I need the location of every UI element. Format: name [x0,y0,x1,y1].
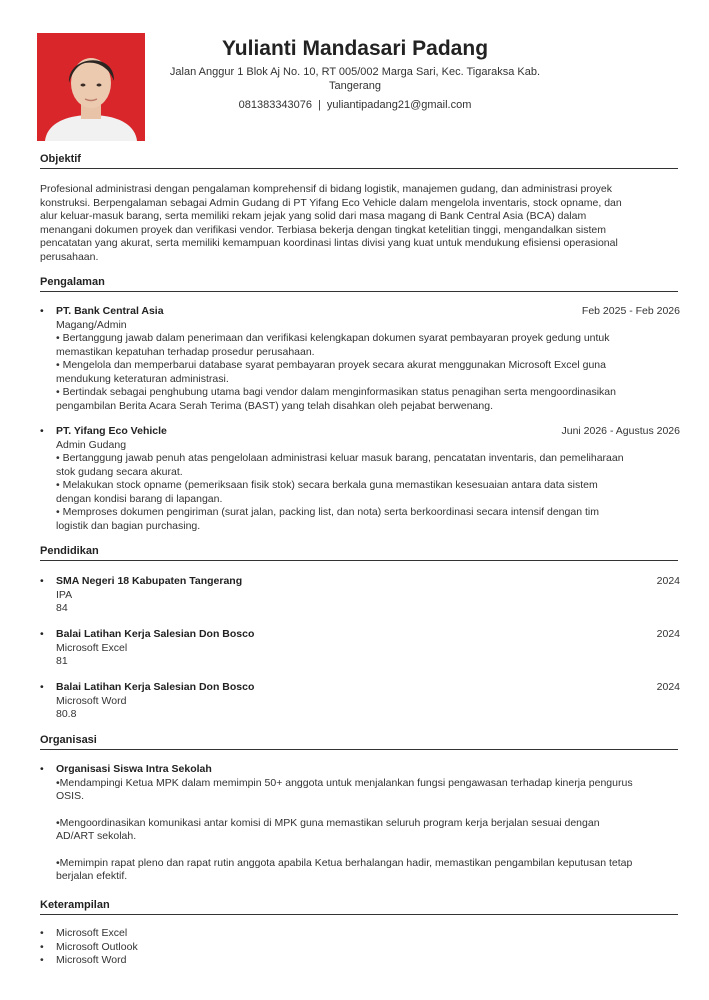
organization-line: AD/ART sekolah. [56,830,137,842]
objektif-line: pencatatan yang akurat, serta memiliki kemampuan koordinasi lintas divisi yang kuat untuk mendukung efisiensi operasional [40,237,618,249]
section-title-keterampilan: Keterampilan [40,899,678,915]
experience-line: • Memproses dokumen pengiriman (surat jalan, packing list, dan nota) serta berkoordinasi secara intensif dengan tim [56,506,599,518]
education-score: 81 [56,655,68,667]
education-field: IPA [56,588,73,601]
objektif-line: perusahaan. [40,250,99,263]
organization-name: • Organisasi Siswa Intra Sekolah [40,763,212,777]
education-year: 2024 [656,575,680,587]
education-field: Microsoft Word [56,694,127,707]
education-school: • Balai Latihan Kerja Salesian Don Bosco [40,628,254,642]
organization-line: OSIS. [56,790,85,802]
education-item [40,575,680,616]
experience-role: Admin Gudang [56,438,127,451]
education-item [40,628,680,669]
objektif-line: konstruksi. Berpengalaman sebagai Admin Gudang di PT Yifang Eco Vehicle dalam mengelola inventaris, stock opname, dan [40,196,622,209]
contact-separator: | [318,99,321,111]
experience-line: • Bertindak sebagai penghubung utama bagi vendor dalam menginformasikan status penagihan serta mengoordinasikan [56,386,616,398]
section-title-pengalaman: Pengalaman [40,276,678,292]
education-year: 2024 [656,628,680,640]
skill-item: • Microsoft Outlook [40,941,138,955]
education-school: • SMA Negeri 18 Kabupaten Tangerang [40,575,242,589]
objektif-text [40,183,680,264]
experience-line: pengambilan Berita Acara Serah Terima (BAST) yang telah disahkan oleh pejabat berwenang. [56,399,493,412]
skills-list [40,927,138,968]
profile-photo-image [37,33,145,141]
experience-date: Juni 2026 - Agustus 2026 [561,425,680,437]
experience-item-bca [40,305,680,413]
objektif-line: Profesional administrasi dengan pengalaman komprehensif di bidang logistik, manajemen gudang, dan administrasi proyek [40,183,613,195]
education-school: • Balai Latihan Kerja Salesian Don Bosco [40,681,254,695]
experience-line: logistik dan bagian purchasing. [56,519,201,532]
email-address: yuliantipadang21@gmail.com [326,99,472,111]
resume-header [150,36,560,112]
organization-line: •Mendampingi Ketua MPK dalam memimpin 50+ anggota untuk menjalankan fungsi pengawasan terhadap kinerja pengurus [56,776,633,789]
profile-photo [37,33,145,141]
address-line-1: Jalan Anggur 1 Blok Aj No. 10, RT 005/002 Marga Sari, Kec. Tigaraksa Kab. [169,66,541,78]
section-title-organisasi: Organisasi [40,734,678,750]
education-score: 80.8 [56,708,77,720]
education-item [40,681,680,722]
organization-line: berjalan efektif. [56,870,128,882]
experience-company: • PT. Bank Central Asia [40,305,164,319]
organization-line: •Memimpin rapat pleno dan rapat rutin anggota apabila Ketua berhalangan hadir, memastikan pengambilan keputusan tetap [56,856,633,869]
full-name: Yulianti Mandasari Padang [221,37,489,60]
experience-line: • Bertanggung jawab dalam penerimaan dan verifikasi kelengkapan dokumen syarat pembayaran proyek gedung untuk [56,332,610,344]
contact-line [150,98,560,112]
address-line-2: Tangerang [329,80,381,92]
experience-role: Magang/Admin [56,318,127,331]
experience-line: • Bertanggung jawab penuh atas pengelolaan administrasi keluar masuk barang, pencatatan inventaris, dan pemeliharaan [56,452,624,464]
phone-number: 081383343076 [238,99,313,111]
skill-item: • Microsoft Word [40,954,138,968]
education-year: 2024 [656,681,680,693]
section-title-objektif: Objektif [40,153,678,169]
objektif-line: menangani dokumen proyek dan verifikasi vendor. Terbiasa bekerja dengan tingkat ketelitian tinggi, mengandalkan sistem [40,223,606,236]
experience-line: dengan kondisi barang di lapangan. [56,492,223,505]
objektif-line: alur keluar-masuk barang, serta memiliki rekam jejak yang solid dari masa magang di Bank Central Asia (BCA) dalam [40,210,587,222]
education-score: 84 [56,602,68,614]
education-field: Microsoft Excel [56,641,128,654]
experience-date: Feb 2025 - Feb 2026 [581,305,680,317]
experience-line: stok gudang secara akurat. [56,465,183,478]
experience-line: • Melakukan stock opname (pemeriksaan fisik stok) secara berkala guna memastikan kesesuaian antara data sistem [56,479,598,491]
experience-line: mendukung keteraturan administrasi. [56,372,229,385]
experience-company: • PT. Yifang Eco Vehicle [40,425,167,439]
experience-line: • Mengelola dan memperbarui database syarat pembayaran proyek secara akurat menggunakan Microsoft Excel guna [56,359,606,371]
section-title-pendidikan: Pendidikan [40,545,678,561]
organization-item [40,763,680,884]
address [150,65,560,93]
skill-item: • Microsoft Excel [40,927,138,941]
organization-line: •Mengoordinasikan komunikasi antar komisi di MPK guna memastikan seluruh program kerja berjalan sesuai dengan [56,816,600,829]
experience-item-yifang [40,425,680,533]
experience-line: memastikan kepatuhan terhadap prosedur perusahaan. [56,345,315,358]
